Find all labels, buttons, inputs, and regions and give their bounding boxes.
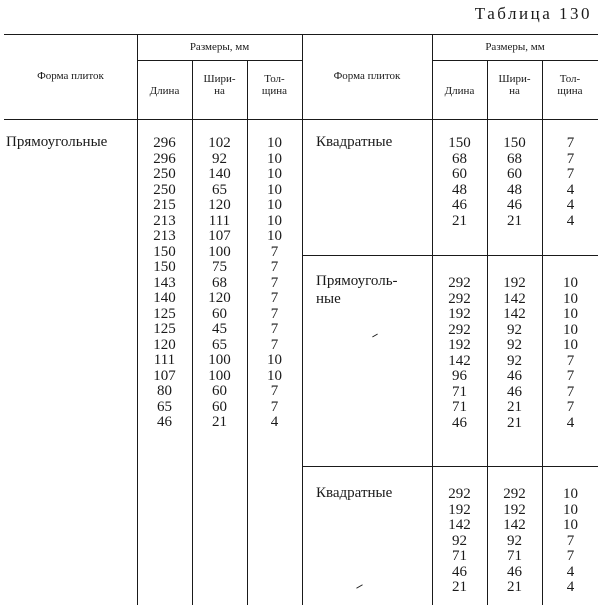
right-block-2-row-width-cell: 92	[507, 337, 522, 353]
left-row-length-cell: 250	[153, 181, 176, 198]
right-block-1-row-width-cell: 48	[507, 181, 522, 198]
right-block-2-row-length-cell: 71	[452, 383, 467, 400]
left-row-width-cell: 100	[208, 352, 231, 368]
right-block-1-row-length-cell: 48	[452, 181, 467, 198]
right-block-2-row-thickness-cell: 4	[566, 414, 575, 431]
table-top-rule	[4, 34, 598, 35]
col-rule-mid	[302, 34, 303, 605]
right-block-2-row-width-cell: 46	[507, 368, 522, 384]
thickness-header-right: Тол- щина	[557, 73, 583, 97]
right-block-3-row-width-cell: 92	[507, 532, 522, 549]
left-row-width-cell: 120	[208, 290, 231, 306]
left-row-length-cell: 107	[153, 367, 176, 384]
right-block-2-row-width-cell: 21	[507, 399, 522, 415]
right-block-1-row-thickness-cell: 4	[566, 181, 575, 198]
right-block-2-row-width-cell: 192	[503, 275, 526, 291]
print-mark	[356, 584, 363, 588]
left-row-width-cell: 68	[212, 274, 227, 291]
left-row-width-cell: 45	[212, 321, 227, 337]
right-block-3-row-width-cell: 292	[503, 486, 526, 502]
header-bottom-rule	[4, 119, 598, 120]
left-row-width-cell: 60	[212, 398, 227, 415]
left-row-length-cell: 215	[153, 197, 176, 213]
right-shape-label-2: Прямоуголь- ные	[316, 273, 398, 307]
right-block-1-row-width-cell: 21	[507, 212, 522, 229]
shape-header-left: Форма плиток	[37, 70, 104, 82]
width-header-left: Шири- на	[203, 73, 236, 97]
left-row-width-cell: 100	[208, 367, 231, 384]
left-row-length-cell: 65	[157, 398, 172, 415]
right-block-3-row-thickness-cell: 4	[566, 579, 575, 595]
sizes-header-right: Размеры, мм	[485, 41, 545, 53]
left-row-width-cell: 60	[212, 305, 227, 322]
left-row-length-cell: 80	[157, 383, 172, 399]
right-block-2-row-length-cell: 46	[452, 414, 467, 431]
left-row-length-cell: 250	[153, 166, 176, 182]
right-block-2-row-thickness-cell: 10	[563, 337, 578, 353]
left-row-width-cell: 21	[212, 414, 227, 430]
right-block-2-row-length-cell: 292	[448, 290, 471, 307]
right-block-3-row-thickness-cell: 4	[566, 563, 575, 580]
left-row-length-cell: 296	[153, 150, 176, 167]
left-row-width-cell: 100	[208, 243, 231, 260]
right-block-2-row-length-cell: 71	[452, 399, 467, 415]
left-row-thickness-cell: 10	[267, 197, 282, 213]
right-block-3-row-thickness-cell: 10	[563, 517, 578, 533]
left-row-thickness-cell: 7	[270, 321, 279, 337]
right-block-2-row-thickness-cell: 10	[563, 306, 578, 322]
right-block-2-row-width-cell: 92	[507, 321, 522, 338]
left-shape-label: Прямоугольные	[6, 134, 108, 150]
left-row-thickness-cell: 4	[270, 414, 279, 430]
right-block-3-row-length-cell: 192	[448, 501, 471, 518]
right-block-3-row-length-cell: 292	[448, 486, 471, 502]
left-row-thickness-cell: 10	[267, 150, 282, 167]
right-block-2-row-length-cell: 192	[448, 337, 471, 353]
left-row-thickness-cell: 7	[270, 383, 279, 399]
left-row-length-cell: 120	[153, 336, 176, 353]
right-shape-label-3: Квадратные	[316, 485, 393, 501]
left-row-thickness-cell: 7	[270, 398, 279, 415]
right-block-1-row-width-cell: 150	[503, 135, 526, 151]
length-header-left: Длина	[149, 85, 180, 97]
left-row-length-cell: 111	[153, 352, 176, 368]
right-block-1-row-thickness-cell: 7	[566, 135, 575, 151]
left-row-width-cell: 60	[212, 383, 227, 399]
left-row-thickness-cell: 10	[267, 228, 282, 244]
right-block-3-row-width-cell: 46	[507, 563, 522, 580]
right-block-2-row-thickness-cell: 10	[563, 275, 578, 291]
right-block-1-row-thickness-cell: 4	[566, 212, 575, 229]
left-row-length-cell: 140	[153, 290, 176, 306]
right-block-3-row-width-cell: 142	[503, 517, 526, 533]
left-row-length-cell: 46	[157, 414, 172, 430]
right-block-3-row-thickness-cell: 7	[566, 548, 575, 564]
right-block-3-row-thickness-cell: 10	[563, 501, 578, 518]
print-mark	[372, 334, 378, 338]
left-row-width-cell: 107	[208, 228, 231, 244]
left-row-width-cell: 65	[212, 181, 227, 198]
right-block-2-row-thickness-cell: 10	[563, 290, 578, 307]
left-row-thickness-cell: 7	[270, 274, 279, 291]
left-row-length-cell: 125	[153, 305, 176, 322]
left-row-length-cell: 143	[153, 274, 176, 291]
table-caption: Таблица 130	[474, 4, 592, 23]
right-block-1-row-length-cell: 150	[448, 135, 471, 151]
right-block-1-row-thickness-cell: 4	[566, 197, 575, 213]
right-block-3-row-width-cell: 192	[503, 501, 526, 518]
left-row-thickness-cell: 7	[270, 305, 279, 322]
right-block-3-row-length-cell: 46	[452, 563, 467, 580]
width-header-right: Шири- на	[498, 73, 531, 97]
right-block-3-row-length-cell: 71	[452, 548, 467, 564]
right-block-1-row-length-cell: 68	[452, 150, 467, 167]
right-block-1-row-length-cell: 60	[452, 166, 467, 182]
left-row-length-cell: 213	[153, 212, 176, 229]
right-block-2-row-thickness-cell: 10	[563, 321, 578, 338]
right-block-1-row-length-cell: 46	[452, 197, 467, 213]
right-block-2-row-length-cell: 292	[448, 275, 471, 291]
left-row-width-cell: 120	[208, 197, 231, 213]
right-block-2-row-thickness-cell: 7	[566, 352, 575, 369]
left-row-thickness-cell: 7	[270, 243, 279, 260]
left-row-thickness-cell: 10	[267, 367, 282, 384]
length-header-right: Длина	[444, 85, 475, 97]
right-block-2-row-thickness-cell: 7	[566, 368, 575, 384]
left-row-width-cell: 140	[208, 166, 231, 182]
right-block-3-row-width-cell: 21	[507, 579, 522, 595]
right-block-2-row-width-cell: 46	[507, 383, 522, 400]
right-block-3-row-thickness-cell: 7	[566, 532, 575, 549]
left-row-length-cell: 125	[153, 321, 176, 337]
left-row-width-cell: 92	[212, 150, 227, 167]
left-row-width-cell: 111	[208, 212, 231, 229]
right-block-1-row-thickness-cell: 7	[566, 150, 575, 167]
left-row-length-cell: 213	[153, 228, 176, 244]
left-row-width-cell: 75	[212, 259, 227, 275]
left-row-thickness-cell: 7	[270, 336, 279, 353]
block-separator-2	[302, 466, 598, 467]
left-row-thickness-cell: 10	[267, 212, 282, 229]
right-block-3-row-length-cell: 21	[452, 579, 467, 595]
right-block-1-row-width-cell: 68	[507, 150, 522, 167]
right-block-2-row-length-cell: 142	[448, 352, 471, 369]
right-shape-label-1: Квадратные	[316, 134, 393, 150]
left-row-thickness-cell: 10	[267, 181, 282, 198]
shape-header-right: Форма плиток	[333, 70, 401, 82]
right-block-1-row-thickness-cell: 7	[566, 166, 575, 182]
left-row-thickness-cell: 10	[267, 352, 282, 368]
left-row-thickness-cell: 7	[270, 290, 279, 306]
left-row-length-cell: 150	[153, 259, 176, 275]
sizes-underline-left	[137, 60, 302, 61]
right-block-3-row-length-cell: 142	[448, 517, 471, 533]
left-row-length-cell: 296	[153, 135, 176, 151]
right-block-2-row-width-cell: 92	[507, 352, 522, 369]
right-block-1-row-width-cell: 60	[507, 166, 522, 182]
right-block-3-row-width-cell: 71	[507, 548, 522, 564]
left-row-thickness-cell: 7	[270, 259, 279, 275]
left-row-thickness-cell: 10	[267, 135, 282, 151]
right-block-1-row-length-cell: 21	[452, 212, 467, 229]
right-block-2-row-width-cell: 142	[503, 306, 526, 322]
right-block-2-row-width-cell: 142	[503, 290, 526, 307]
right-block-2-row-length-cell: 192	[448, 306, 471, 322]
left-row-width-cell: 102	[208, 135, 231, 151]
right-block-2-row-width-cell: 21	[507, 414, 522, 431]
left-row-length-cell: 150	[153, 243, 176, 260]
left-row-width-cell: 65	[212, 336, 227, 353]
right-block-1-row-width-cell: 46	[507, 197, 522, 213]
right-block-2-row-thickness-cell: 7	[566, 383, 575, 400]
left-row-thickness-cell: 10	[267, 166, 282, 182]
sizes-underline-right	[432, 60, 598, 61]
block-separator-1	[302, 255, 598, 256]
sizes-header-left: Размеры, мм	[189, 41, 250, 53]
right-block-2-row-length-cell: 292	[448, 321, 471, 338]
thickness-header-left: Тол- щина	[261, 73, 288, 97]
right-block-3-row-length-cell: 92	[452, 532, 467, 549]
right-block-2-row-length-cell: 96	[452, 368, 467, 384]
right-block-2-row-thickness-cell: 7	[566, 399, 575, 415]
right-block-3-row-thickness-cell: 10	[563, 486, 578, 502]
